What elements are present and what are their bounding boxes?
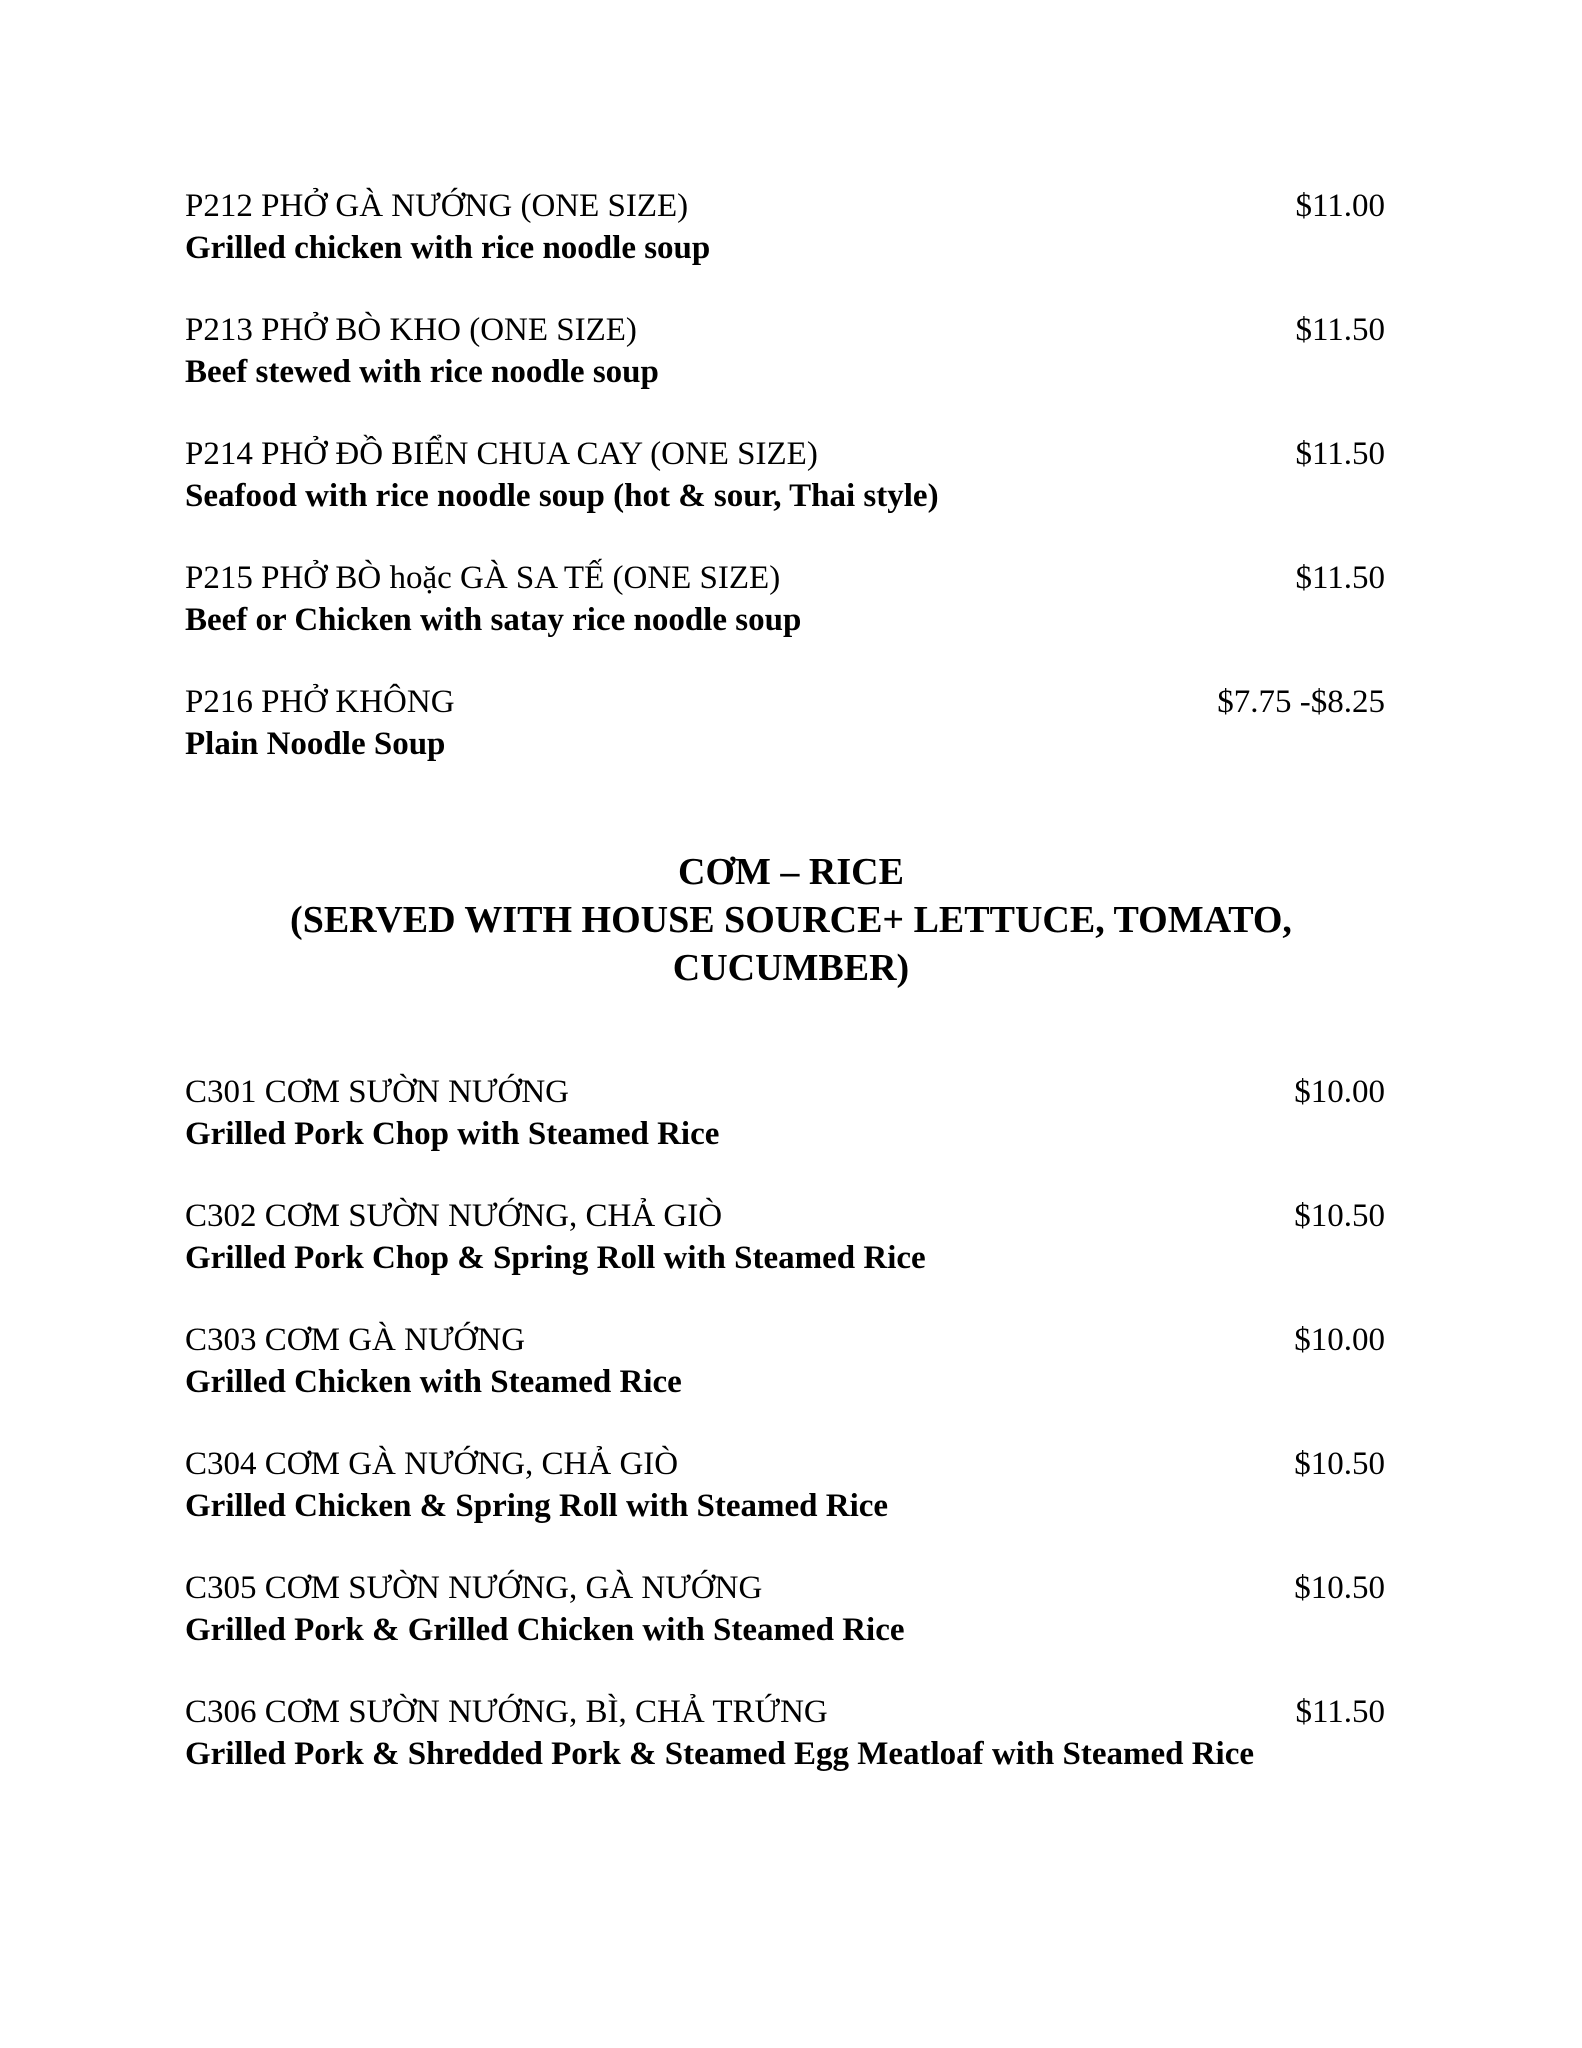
item-name: P216 PHỞ KHÔNG [185, 684, 455, 720]
rice-section-heading [0, 848, 1582, 992]
menu-item [185, 1443, 1385, 1567]
item-name: P213 PHỞ BÒ KHO (ONE SIZE) [185, 312, 637, 348]
item-price: $10.50 [1294, 1446, 1385, 1482]
item-description: Grilled Pork Chop with Steamed Rice [185, 1116, 720, 1152]
menu-item [185, 1071, 1385, 1195]
item-name: C303 CƠM GÀ NƯỚNG [185, 1322, 526, 1358]
menu-item [185, 1691, 1385, 1815]
menu-item [185, 433, 1385, 557]
item-description: Grilled Pork Chop & Spring Roll with Steamed Rice [185, 1240, 926, 1276]
item-price: $10.00 [1294, 1074, 1385, 1110]
menu-item [185, 1319, 1385, 1443]
item-description: Grilled Chicken with Steamed Rice [185, 1364, 682, 1400]
item-name: C304 CƠM GÀ NƯỚNG, CHẢ GIÒ [185, 1446, 679, 1482]
item-name: P212 PHỞ GÀ NƯỚNG (ONE SIZE) [185, 188, 689, 224]
item-description: Grilled Pork & Shredded Pork & Steamed Egg Meatloaf with Steamed Rice [185, 1736, 1255, 1772]
menu-item [185, 1195, 1385, 1319]
item-description: Grilled Chicken & Spring Roll with Steamed Rice [185, 1488, 889, 1524]
item-name: C306 CƠM SƯỜN NƯỚNG, BÌ, CHẢ TRỨNG [185, 1694, 828, 1730]
item-description: Plain Noodle Soup [185, 726, 446, 762]
menu-item [185, 185, 1385, 309]
item-price: $10.50 [1294, 1570, 1385, 1606]
item-price: $10.00 [1294, 1322, 1385, 1358]
item-name: C301 CƠM SƯỜN NƯỚNG [185, 1074, 569, 1110]
item-name: C305 CƠM SƯỜN NƯỚNG, GÀ NƯỚNG [185, 1570, 763, 1606]
menu-item [185, 309, 1385, 433]
item-name: P214 PHỞ ĐỒ BIỂN CHUA CAY (ONE SIZE) [185, 436, 818, 472]
item-description: Beef stewed with rice noodle soup [185, 354, 659, 390]
heading-line-title: CƠM – RICE [678, 851, 904, 893]
item-price: $7.75 -$8.25 [1217, 684, 1385, 720]
pho-section [185, 185, 1385, 805]
rice-section [185, 1071, 1385, 1815]
item-price: $11.50 [1295, 312, 1385, 348]
item-description: Grilled chicken with rice noodle soup [185, 230, 711, 266]
item-price: $11.50 [1295, 1694, 1385, 1730]
item-price: $11.50 [1295, 436, 1385, 472]
heading-line-served-with: (SERVED WITH HOUSE SOURCE+ LETTUCE, TOMATO, [290, 899, 1292, 941]
menu-item [185, 681, 1385, 805]
item-price: $10.50 [1294, 1198, 1385, 1234]
item-name: P215 PHỞ BÒ hoặc GÀ SA TẾ (ONE SIZE) [185, 560, 781, 596]
item-price: $11.50 [1295, 560, 1385, 596]
menu-item [185, 1567, 1385, 1691]
item-description: Beef or Chicken with satay rice noodle soup [185, 602, 802, 638]
item-description: Grilled Pork & Grilled Chicken with Steamed Rice [185, 1612, 905, 1648]
item-description: Seafood with rice noodle soup (hot & sour, Thai style) [185, 478, 939, 514]
item-price: $11.00 [1295, 188, 1385, 224]
menu-item [185, 557, 1385, 681]
item-name: C302 CƠM SƯỜN NƯỚNG, CHẢ GIÒ [185, 1198, 723, 1234]
heading-line-served-with-cont: CUCUMBER) [672, 947, 910, 989]
